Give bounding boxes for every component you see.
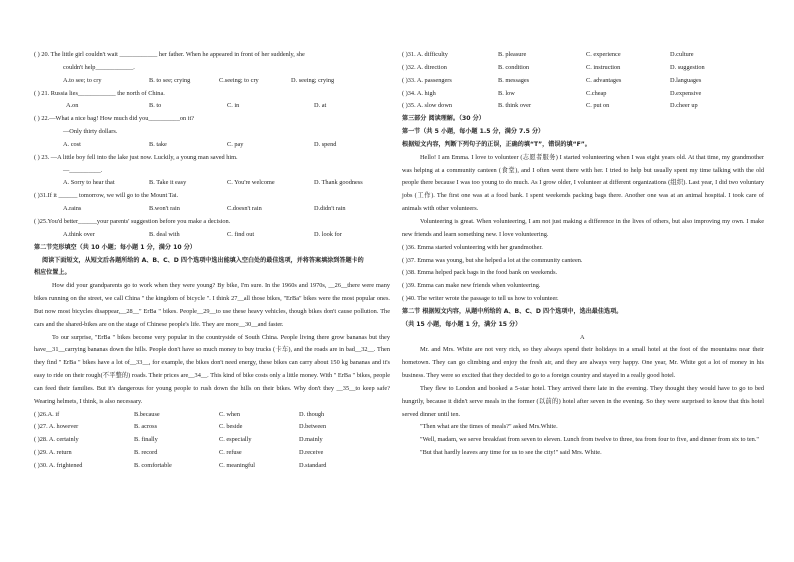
section-2-instruction-2: 相应位置上。 (34, 269, 71, 277)
cloze-options-30: ( )30. A. frightened B. comfortable C. meaningful D.standard (34, 462, 327, 469)
cloze-options-27: ( )27. A. however B. across C. beside D.between (34, 423, 327, 431)
cloze-options-35: ( )35. A. slow down B. think over C. put on D.cheer up (402, 102, 698, 110)
question-20-line2: couldn't help____________. (63, 63, 135, 71)
question-22-options: A. cost B. take C. pay D. spend (63, 140, 337, 148)
question-21-options: A.on B. to C. in D. at (66, 102, 327, 110)
tf-question-40: ( )40. The writer wrote the passage to tell us how to volunteer. (402, 295, 559, 303)
question-23: ( ) 23. —A little boy fell into the lake just now. Luckily, a young man saved him. (34, 153, 238, 161)
section-2-title: 第二节完形填空（共 10 小题；每小题 1 分，满分 10 分） (34, 243, 196, 251)
tf-question-37: ( )37. Emma was young, but she helped a lot at the community canteen. (402, 256, 583, 264)
reading-passage-emma-2: Volunteering is great. When volunteering, I am not just making a difference in the lives of others, but also improving my own. I make new friends and learn something new. I love volunteering. (402, 217, 764, 238)
question-25: ( )25.You'd better______your parents' suggestion before you make a decision. (34, 217, 231, 225)
section-1-title: 第一节（共 5 小题，每小题 1.5 分，满分 7.5 分） (402, 128, 545, 136)
reading-passage-a-4: "Well, madam, we serve breakfast from seven to eleven. Lunch from twelve to three, tea from four to five, and dinner from six to ten." (420, 436, 759, 444)
cloze-passage-paragraph-2: To our surprise, "ErBa " bikes become very popular in the countryside of South China. People living there grow bananas but they have__31__carrying bananas down the hills. People don't have so much money to buy trucks (卡车), and the roads are in bad__32__. Then they find " ErBa " bikes have a lot of__33__, for example, the bikes don't need energy, these bikes can carry about 150 kg bananas and it's easy to ride on their rough(不平整的) roads. Their prices are__34__. This kind of bike costs only a little money. With " ErBa " bikes, people can feed their families. But it's dangerous for young people to rush down the hills on their bikes. Why don't they __35__to keep safe? Wearing helmets, I think, is also necessary. (34, 333, 390, 405)
cloze-passage-paragraph-1: How did your grandparents go to work when they were young? By bike, I'm sure. In the 1960s and 1970s, __26__there were many bikes running on the street, we call China " the kingdom of bicycle ". I think 27__all those bikes, "ErBa" bikes were the most popular ones. But now most bicycles disappear,__28__" ErBa " bikes. People__29__to use these heavy vehicles, though bikes don't cause pollution. The cars and the shared-bikes are on the stage of Chinese people's life. They are more__30__and faster. (34, 282, 390, 328)
section-1-instruction: 根据短文内容，判断下列句子的正误，正确的填“T”，错误的填“F”。 (402, 140, 591, 148)
reading-passage-a-1: Mr. and Mrs. White are not very rich, so they always spend their holidays in a small hotel at the foot of the mountains near their hometown. They can go climbing and enjoy the fresh air, and they are always very happy. One year, Mr. White got a lot of money in his business. They were so excited that they decided to go to a foreign country and stayed in a really good hotel. (402, 346, 764, 380)
tf-question-39: ( )39. Emma can make new friends when volunteering. (402, 282, 541, 290)
section-2-instruction: 阅读下面短文，从短文后各题所给的 A、B、C、D 四个选项中选出能填入空白处的最佳选项，并将答案填涂到答题卡的 (42, 256, 364, 264)
question-20: ( ) 20. The little girl couldn't wait ____________ her father. When he appeared in front of her suddenly, she (34, 51, 305, 58)
question-20-options: A.to see; to cry B. to see; crying C.seeing; to cry D. seeing; crying (63, 76, 335, 84)
section-2-title-right: 第二节 根据短文内容，从题中所给的 A、B、C、D 四个选项中，选出最佳选项。 (402, 307, 623, 315)
question-24-options: A.rains B.won't rain C.doesn't rain D.didn't rain (63, 205, 346, 213)
reading-passage-a-2: They flew to London and booked a 5-star hotel. They arrived there late in the evening. They thought they would have to go to bed hungrily, because it didn't serve meals in the former (以前的) hotel after seven in the evening. So they were surprised to know that this hotel served dinner until ten. (402, 384, 764, 418)
question-22-line2: —Only thirty dollars. (63, 128, 118, 136)
tf-question-38: ( )38. Emma helped pack bags in the food bank on weekends. (402, 269, 558, 277)
reading-passage-a-5: "But that hardly leaves any time for us to see the city!" said Mrs. White. (420, 449, 602, 457)
cloze-options-29: ( )29. A. return B. record C. refuse D.receive (34, 449, 324, 457)
question-22: ( ) 22.—What a nice bag! How much did you__________on it? (34, 115, 195, 123)
cloze-options-31: ( )31. A. difficulty B. pleasure C. experience D.culture (402, 51, 694, 58)
question-21: ( ) 21. Russia lies____________ the north of China. (34, 89, 165, 97)
cloze-options-33: ( )33. A. passengers B. messages C. advantages D.languages (402, 76, 702, 84)
question-23-options: A. Sorry to hear that B. Take it easy C. You're welcome D. Thank goodness (63, 179, 363, 187)
left-column (34, 49, 390, 473)
cloze-options-26: ( )26.A. if B.because C. when D. though (34, 410, 325, 418)
cloze-options-28: ( )28. A. certainly B. finally C. especially D.mainly (34, 436, 323, 444)
part-3-title: 第三部分 阅读理解。（30 分） (402, 115, 485, 123)
right-column (402, 49, 764, 460)
question-23-line2: —__________. (63, 166, 103, 174)
passage-letter-a: A (580, 333, 585, 341)
reading-passage-a-3: "Then what are the times of meals?" asked Mrs.White. (420, 423, 558, 431)
question-25-options: A.think over B. deal with C. find out D. look for (63, 230, 342, 238)
question-24: ( )31.If it ______ tomorrow, we will go to the Mount Tai. (34, 192, 179, 200)
reading-passage-emma-1: Hello! I am Emma. I love to volunteer (志愿者服务) I started volunteering when I was eight years old. At that time, my grandmother was helping at a community canteen (食堂), and I often went there with her. I tried to help but usually spent my time talking with the old people there because I was too young to do much. As I grow older, I volunteer at different organizations (组织). Last year, I did two voluntary jobs (工作). The first one was at a food bank. I spent weekends packing bags there. Another one was at an animal hospital. I took care of animals with other volunteers. (402, 153, 764, 213)
cloze-options-32: ( )32. A. direction B. condition C. instruction D. suggestion (402, 63, 705, 71)
tf-question-36: ( )36. Emma started volunteering with her grandmother. (402, 243, 543, 251)
section-2-subtitle-right: （共 15 小题，每小题 1 分，满分 15 分） (402, 320, 522, 328)
cloze-options-34: ( )34. A. high B. low C.cheap D.expensive (402, 89, 702, 97)
